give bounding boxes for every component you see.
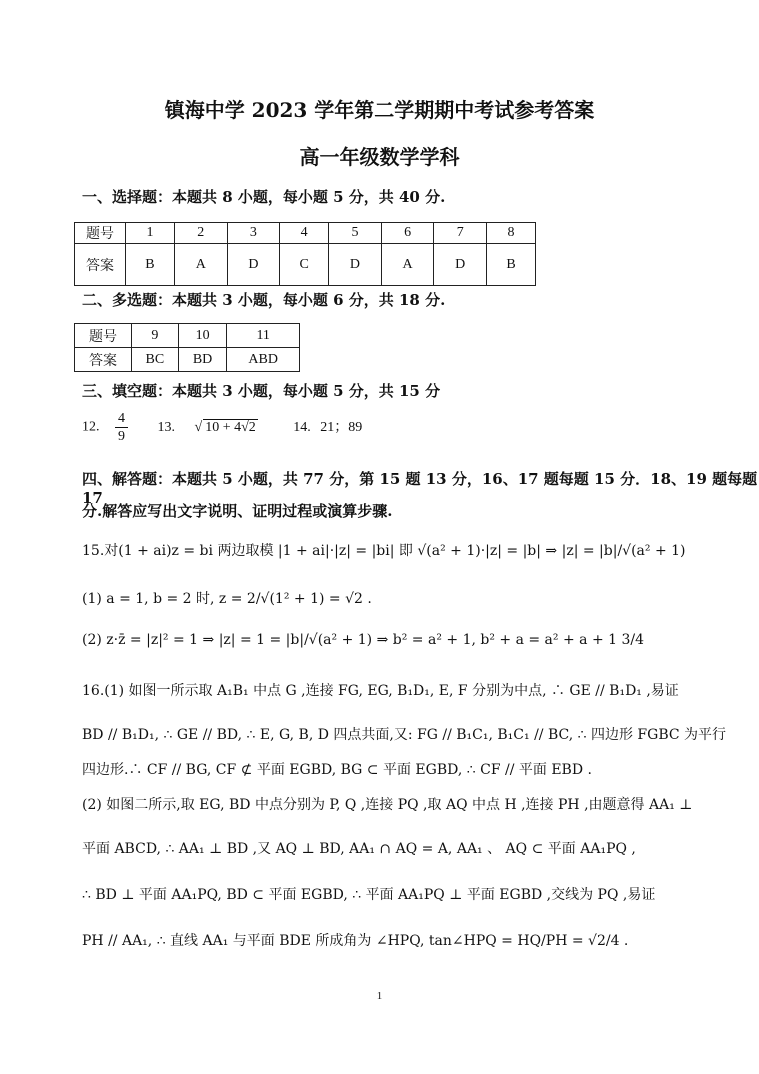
question-number: 5 <box>329 223 382 244</box>
q16-part1-line2: BD // B₁D₁, ∴ GE // BD, ∴ E, G, B, D 四点共面,又: FG // B₁C₁, B₁C₁ // BC, ∴ 四边形 FGBC 为平行 <box>82 727 727 743</box>
question-number: 7 <box>434 223 487 244</box>
q12-fraction <box>115 410 128 445</box>
answer-label: 答案 <box>75 244 126 286</box>
section4-heading-line2: 分.解答应写出文字说明、证明过程或演算步骤. <box>82 502 393 520</box>
section2-heading: 二、多选题：本题共 3 小题，每小题 6 分，共 18 分. <box>82 291 446 309</box>
q13-label: 13. <box>157 419 175 435</box>
question-number: 11 <box>227 324 300 348</box>
q15-part1: (1) a = 1, b = 2 时, z = 2/√(1² + 1) = √2 . <box>82 591 372 607</box>
answer-cell: B <box>126 244 175 286</box>
question-number: 4 <box>280 223 329 244</box>
question-number: 2 <box>174 223 227 244</box>
answer-cell: B <box>487 244 536 286</box>
document-title: 镇海中学 2023 学年第二学期期中考试参考答案 <box>164 98 595 122</box>
q13-answer: 10 + 4√2 <box>205 419 256 435</box>
q14-answer: 21；89 <box>320 419 363 435</box>
question-number: 3 <box>227 223 280 244</box>
page-number: 1 <box>376 990 383 1002</box>
question-number: 6 <box>381 223 434 244</box>
answer-cell: A <box>174 244 227 286</box>
answer-cell: A <box>381 244 434 286</box>
q15-part2: (2) z·z̄ = |z|² = 1 ⇒ |z| = 1 = |b|/√(a² + 1) ⇒ b² = a² + 1, b² + a = a² + a + 1 3/4 <box>82 632 645 648</box>
question-number: 10 <box>178 324 227 348</box>
question-number: 1 <box>126 223 175 244</box>
answer-cell: C <box>280 244 329 286</box>
q16-part2-line3: ∴ BD ⊥ 平面 AA₁PQ, BD ⊂ 平面 EGBD, ∴ 平面 AA₁PQ ⊥ 平面 EGBD ,交线为 PQ ,易证 <box>82 887 656 903</box>
q12-numerator: 4 <box>115 410 128 428</box>
q16-part1-line3: 四边形.∴ CF // BG, CF ⊄ 平面 EGBD, BG ⊂ 平面 EGBD, ∴ CF // 平面 EBD . <box>82 762 592 778</box>
q12-denominator: 9 <box>118 429 125 444</box>
section3-heading: 三、填空题：本题共 3 小题，每小题 5 分，共 15 分 <box>82 382 441 400</box>
section4-heading-line1: 四、解答题：本题共 5 小题，共 77 分，第 15 题 13 分，16、17 题每题 15 分．18、19 题每题 17 <box>82 470 758 507</box>
answer-cell: D <box>227 244 280 286</box>
answer-cell: BC <box>132 348 179 372</box>
question-number: 8 <box>487 223 536 244</box>
header-label: 题号 <box>75 324 132 348</box>
answer-cell: D <box>434 244 487 286</box>
section1-heading: 一、选择题：本题共 8 小题，每小题 5 分，共 40 分. <box>82 188 446 206</box>
q15-solution-line: 15.对(1 + ai)z = bi 两边取模 |1 + ai|·|z| = |bi| 即 √(a² + 1)·|z| = |b| ⇒ |z| = |b|/√(a² + 1) <box>82 543 686 559</box>
answer-label: 答案 <box>75 348 132 372</box>
header-label: 题号 <box>75 223 126 244</box>
q16-part2-line2: 平面 ABCD, ∴ AA₁ ⊥ BD ,又 AQ ⊥ BD, AA₁ ∩ AQ = A, AA₁ 、 AQ ⊂ 平面 AA₁PQ , <box>82 841 636 857</box>
document-subtitle: 高一年级数学学科 <box>299 145 460 169</box>
fill-in-answers: 12. $\frac{4}{9}$ 13. √ 10 + 4√2 14. 21；89 <box>82 411 363 444</box>
multi-answer-table <box>74 323 300 372</box>
q14-label: 14. <box>293 419 311 435</box>
answer-cell: ABD <box>227 348 300 372</box>
q16-part2-line1: (2) 如图二所示,取 EG, BD 中点分别为 P, Q ,连接 PQ ,取 AQ 中点 H ,连接 PH ,由题意得 AA₁ ⊥ <box>82 797 693 813</box>
q16-part2-line4: PH // AA₁, ∴ 直线 AA₁ 与平面 BDE 所成角为 ∠HPQ, tan∠HPQ = HQ/PH = √2/4 . <box>82 933 629 949</box>
answer-cell: BD <box>178 348 227 372</box>
question-number: 9 <box>132 324 179 348</box>
answer-cell: D <box>329 244 382 286</box>
q16-part1-line1: 16.(1) 如图一所示取 A₁B₁ 中点 G ,连接 FG, EG, B₁D₁, E, F 分别为中点, ∴ GE // B₁D₁ ,易证 <box>82 683 679 699</box>
mc-answer-table <box>74 222 536 286</box>
q12-label: 12. <box>82 419 100 435</box>
